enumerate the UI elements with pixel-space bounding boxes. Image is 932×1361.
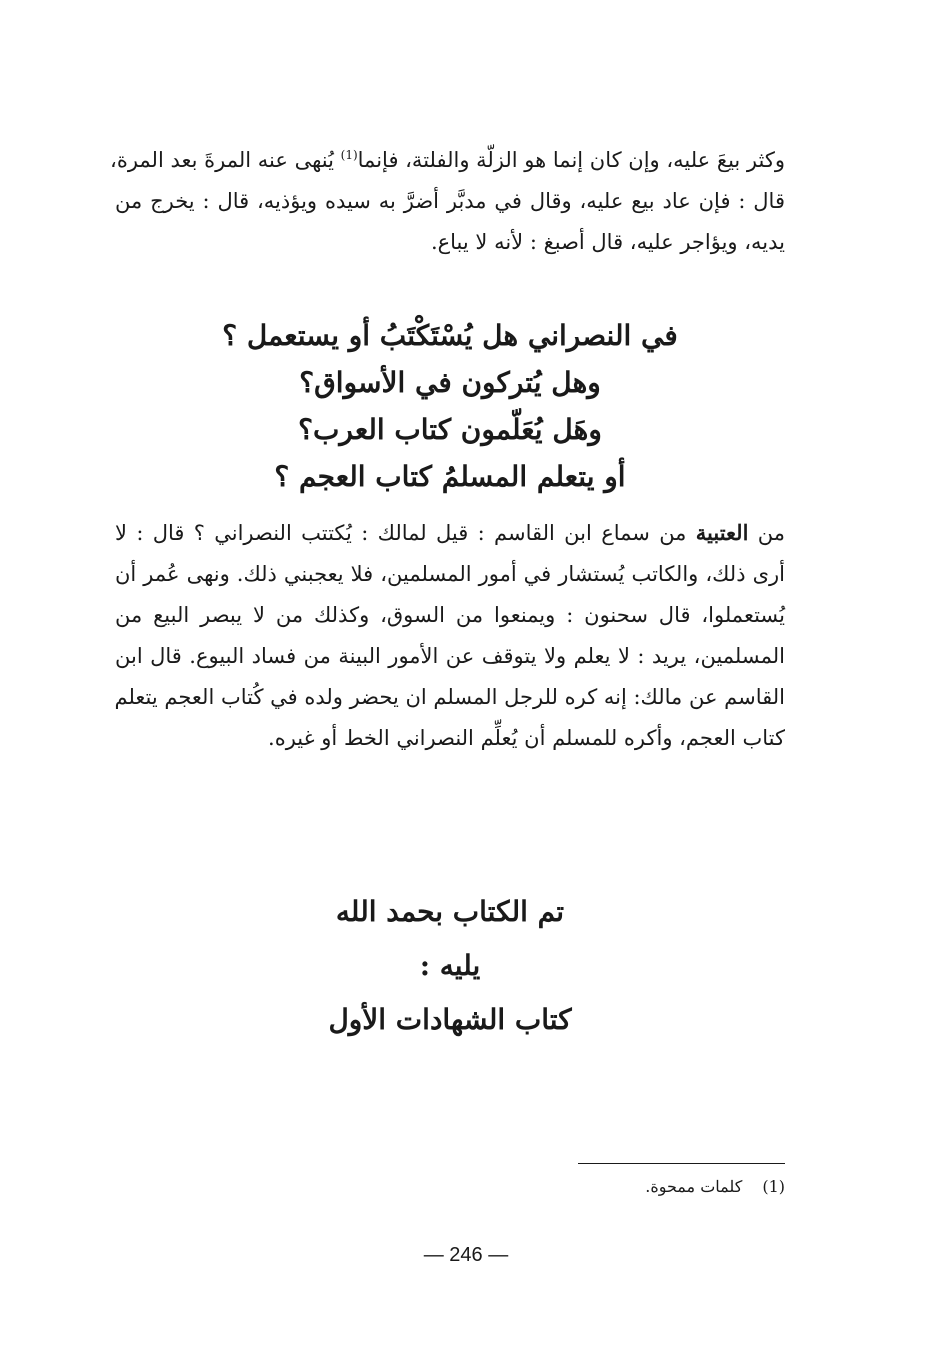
heading-line: في النصراني هل يُسْتَكْتَبُ أو يستعمل ؟ (222, 319, 678, 352)
paragraph-text: من (757, 521, 785, 545)
paragraph-2 (115, 512, 785, 759)
closing-heading (115, 885, 785, 1047)
footnote-marker[interactable]: (1) (340, 148, 358, 162)
paragraph-line: القاسم عن مالك: إنه كره للرجل المسلم ان يحضر ولده في كُتاب العجم يتعلم (114, 685, 785, 709)
footnote-text: كلمات ممحوة. (645, 1177, 743, 1196)
paragraph-text: وكثر بيعَ عليه، وإن كان إنما هو الزلّة والفلتة، فإنما (357, 148, 785, 172)
paragraph-line: يديه، ويؤاجر عليه، قال أصبغ : لأنه لا يباع. (430, 230, 785, 254)
heading-line: كتاب الشهادات الأول (328, 1003, 572, 1036)
paragraph-line (115, 512, 785, 554)
section-heading (115, 312, 785, 500)
footnote-divider (578, 1163, 785, 1164)
paragraph-line: المسلمين، يريد : لا يعلم ولا يتوقف عن الأمور البينة من فساد البيوع. قال ابن (115, 644, 785, 668)
page-number: — 246 — (423, 1244, 509, 1266)
paragraph-line: أرى ذلك، والكاتب يُستشار في أمور المسلمين، فلا يعجبني ذلك. ونهى عُمر أن (115, 562, 785, 586)
heading-line: يليه : (419, 949, 481, 982)
source-name: العتبية (695, 520, 749, 545)
heading-line: تم الكتاب بحمد الله (335, 895, 565, 928)
paragraph-line: يُستعملوا، قال سحنون : ويمنعوا من السوق، وكذلك من لا يبصر البيع من (115, 603, 785, 627)
heading-line: أو يتعلم المسلمُ كتاب العجم ؟ (274, 460, 626, 493)
paragraph-1 (110, 140, 785, 263)
heading-line: وهل يُتركون في الأسواق؟ (299, 366, 601, 399)
heading-line: وهَل يُعَلّمون كتاب العرب؟ (298, 413, 602, 446)
paragraph-text: يُنهى عنه المرةَ بعد المرة، (110, 148, 334, 172)
paragraph-line: كتاب العجم، وأكره للمسلم أن يُعلِّم النصراني الخط أو غيره. (268, 726, 785, 750)
footnote (578, 1173, 785, 1201)
footnote-number: (1) (762, 1177, 785, 1196)
paragraph-line: قال : فإن عاد بيع عليه، وقال في مدبَّر أضرَّ به سيده ويؤذيه، قال : يخرج من (115, 189, 785, 213)
paragraph-text: من سماع ابن القاسم : قيل لمالك : يُكتتب النصراني ؟ قال : لا (115, 521, 687, 545)
paragraph-line (110, 140, 785, 181)
